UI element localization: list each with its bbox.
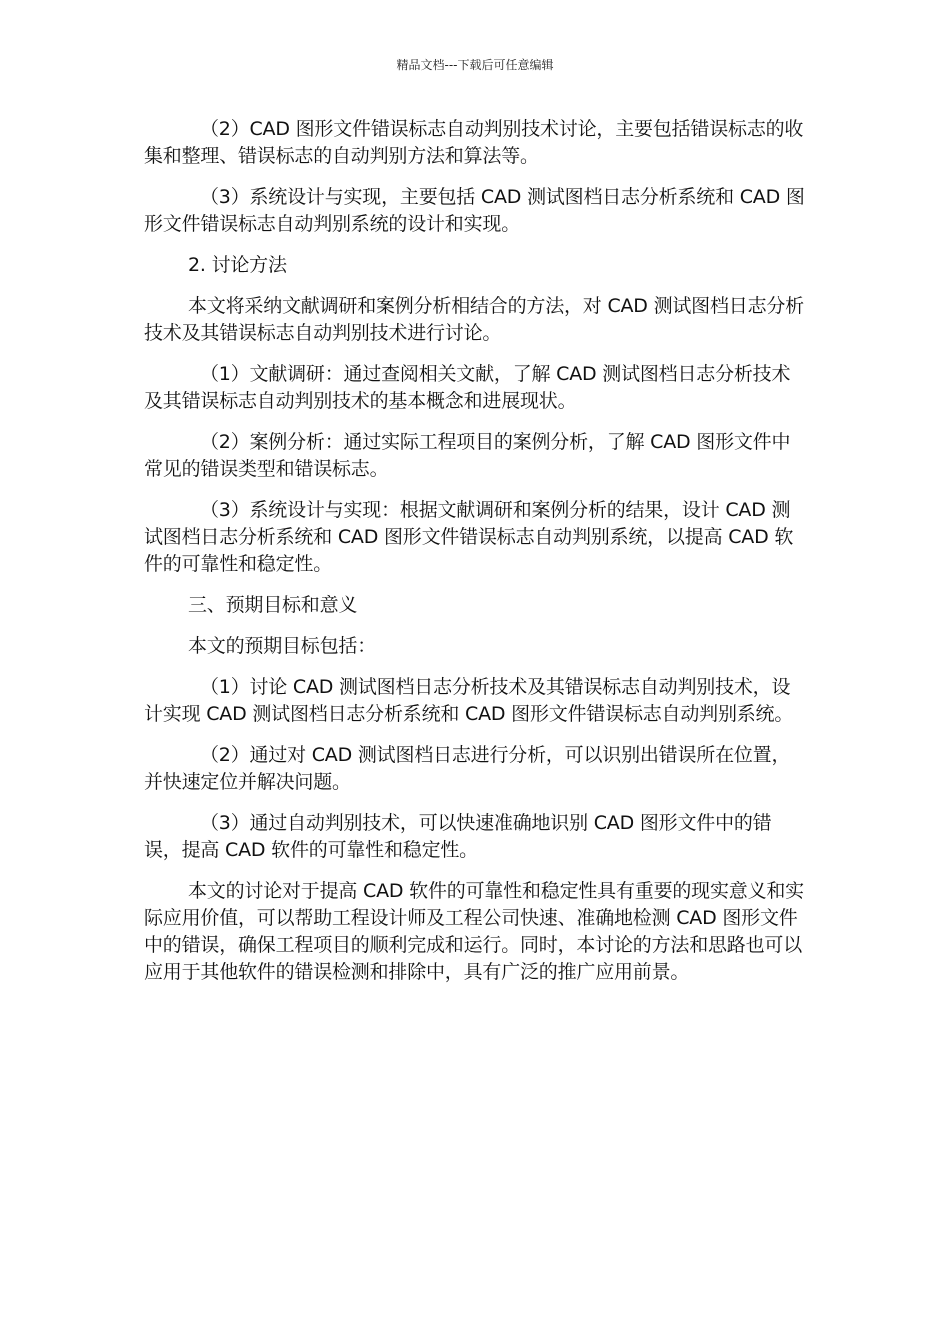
section-heading-goals: 三、预期目标和意义 xyxy=(188,594,358,616)
section-heading-methods: 2. 讨论方法 xyxy=(188,254,287,276)
paragraph-6: （3）系统设计与实现：根据文献调研和案例分析的结果，设计 CAD 测试图档日志分析系统和 CAD 图形文件错误标志自动判别系统，以提高 CAD 软件的可靠性和稳定性。 xyxy=(144,499,794,575)
paragraph-9: （2）通过对 CAD 测试图档日志进行分析，可以识别出错误所在位置，并快速定位并解决问题。 xyxy=(144,744,791,793)
paragraph-4: （1）文献调研：通过查阅相关文献，了解 CAD 测试图档日志分析技术及其错误标志自动判别技术的基本概念和进展现状。 xyxy=(144,363,791,412)
paragraph-5: （2）案例分析：通过实际工程项目的案例分析，了解 CAD 图形文件中常见的错误类型和错误标志。 xyxy=(144,431,791,480)
paragraph-7: 本文的预期目标包括： xyxy=(188,635,377,657)
document-body xyxy=(144,116,808,1000)
paragraph-10: （3）通过自动判别技术，可以快速准确地识别 CAD 图形文件中的错误，提高 CAD 软件的可靠性和稳定性。 xyxy=(144,812,772,861)
paragraph-1: （2）CAD 图形文件错误标志自动判别技术讨论，主要包括错误标志的收集和整理、错误标志的自动判别方法和算法等。 xyxy=(144,118,804,167)
page-header: 精品文档---下载后可任意编辑 xyxy=(396,58,554,72)
paragraph-11: 本文的讨论对于提高 CAD 软件的可靠性和稳定性具有重要的现实意义和实际应用价值，可以帮助工程设计师及工程公司快速、准确地检测 CAD 图形文件中的错误，确保工程项目的顺利完成和运行。同时，本讨论的方法和思路也可以应用于其他软件的错误检测和排除中，具有广泛的推广应用前景。 xyxy=(144,880,804,983)
paragraph-8: （1）讨论 CAD 测试图档日志分析技术及其错误标志自动判别技术，设计实现 CAD 测试图档日志分析系统和 CAD 图形文件错误标志自动判别系统。 xyxy=(144,676,794,725)
paragraph-2: （3）系统设计与实现，主要包括 CAD 测试图档日志分析系统和 CAD 图形文件错误标志自动判别系统的设计和实现。 xyxy=(144,186,805,235)
paragraph-3: 本文将采纳文献调研和案例分析相结合的方法，对 CAD 测试图档日志分析技术及其错误标志自动判别技术进行讨论。 xyxy=(144,295,804,344)
